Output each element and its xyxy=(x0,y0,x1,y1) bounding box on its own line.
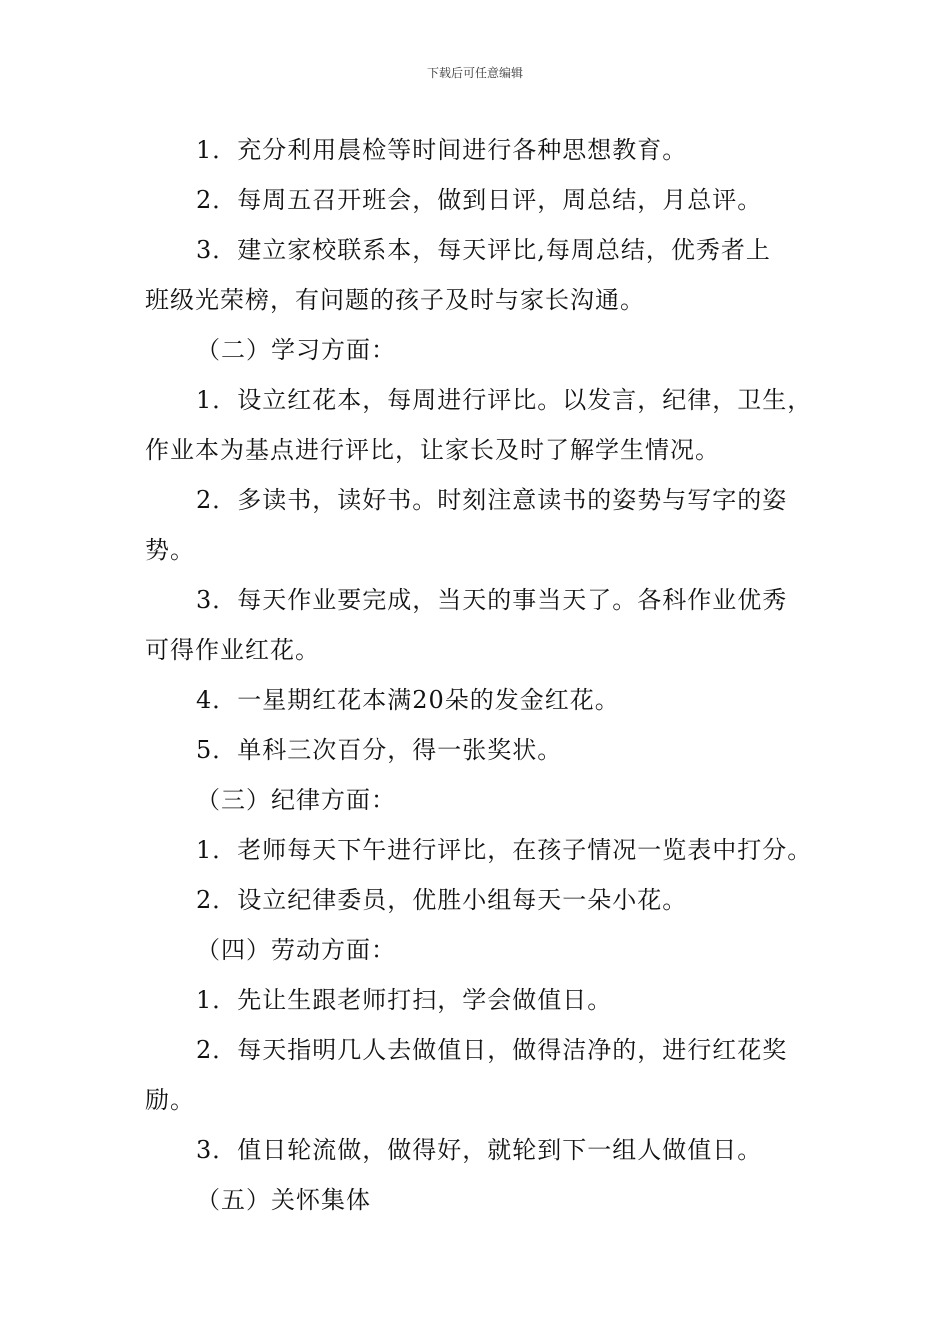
paragraph-line: 可得作业红花。 xyxy=(145,636,320,664)
paragraph-line: 1．老师每天下午进行评比，在孩子情况一览表中打分。 xyxy=(196,836,813,864)
paragraph-line: 3．值日轮流做，做得好，就轮到下一组人做值日。 xyxy=(196,1136,763,1164)
paragraph-line: 2．多读书，读好书。时刻注意读书的姿势与写字的姿 xyxy=(196,486,788,514)
paragraph-line: 2．每周五召开班会，做到日评，周总结，月总评。 xyxy=(196,186,763,214)
section-heading: （三）纪律方面： xyxy=(196,786,396,814)
paragraph-line: 2．每天指明几人去做值日，做得洁净的，进行红花奖 xyxy=(196,1036,788,1064)
paragraph-line: 1．充分利用晨检等时间进行各种思想教育。 xyxy=(196,136,688,164)
paragraph-line: 1．设立红花本，每周进行评比。以发言，纪律，卫生， xyxy=(196,386,813,414)
paragraph-line: 势。 xyxy=(145,536,195,564)
paragraph-line: 班级光荣榜，有问题的孩子及时与家长沟通。 xyxy=(145,286,645,314)
section-heading: （四）劳动方面： xyxy=(196,936,396,964)
paragraph-line: 3．每天作业要完成，当天的事当天了。各科作业优秀 xyxy=(196,586,788,614)
paragraph-line: 4．一星期红花本满20朵的发金红花。 xyxy=(196,686,620,714)
paragraph-line: 5．单科三次百分，得一张奖状。 xyxy=(196,736,563,764)
paragraph-line: 励。 xyxy=(145,1086,195,1114)
paragraph-line: 作业本为基点进行评比，让家长及时了解学生情况。 xyxy=(145,436,720,464)
page-header: 下载后可任意编辑 xyxy=(426,66,523,80)
section-heading: （五）关怀集体 xyxy=(196,1186,371,1214)
paragraph-line: 2．设立纪律委员，优胜小组每天一朵小花。 xyxy=(196,886,688,914)
section-heading: （二）学习方面： xyxy=(196,336,396,364)
paragraph-line: 1．先让生跟老师打扫，学会做值日。 xyxy=(196,986,613,1014)
paragraph-line: 3．建立家校联系本，每天评比,每周总结，优秀者上 xyxy=(196,236,771,264)
